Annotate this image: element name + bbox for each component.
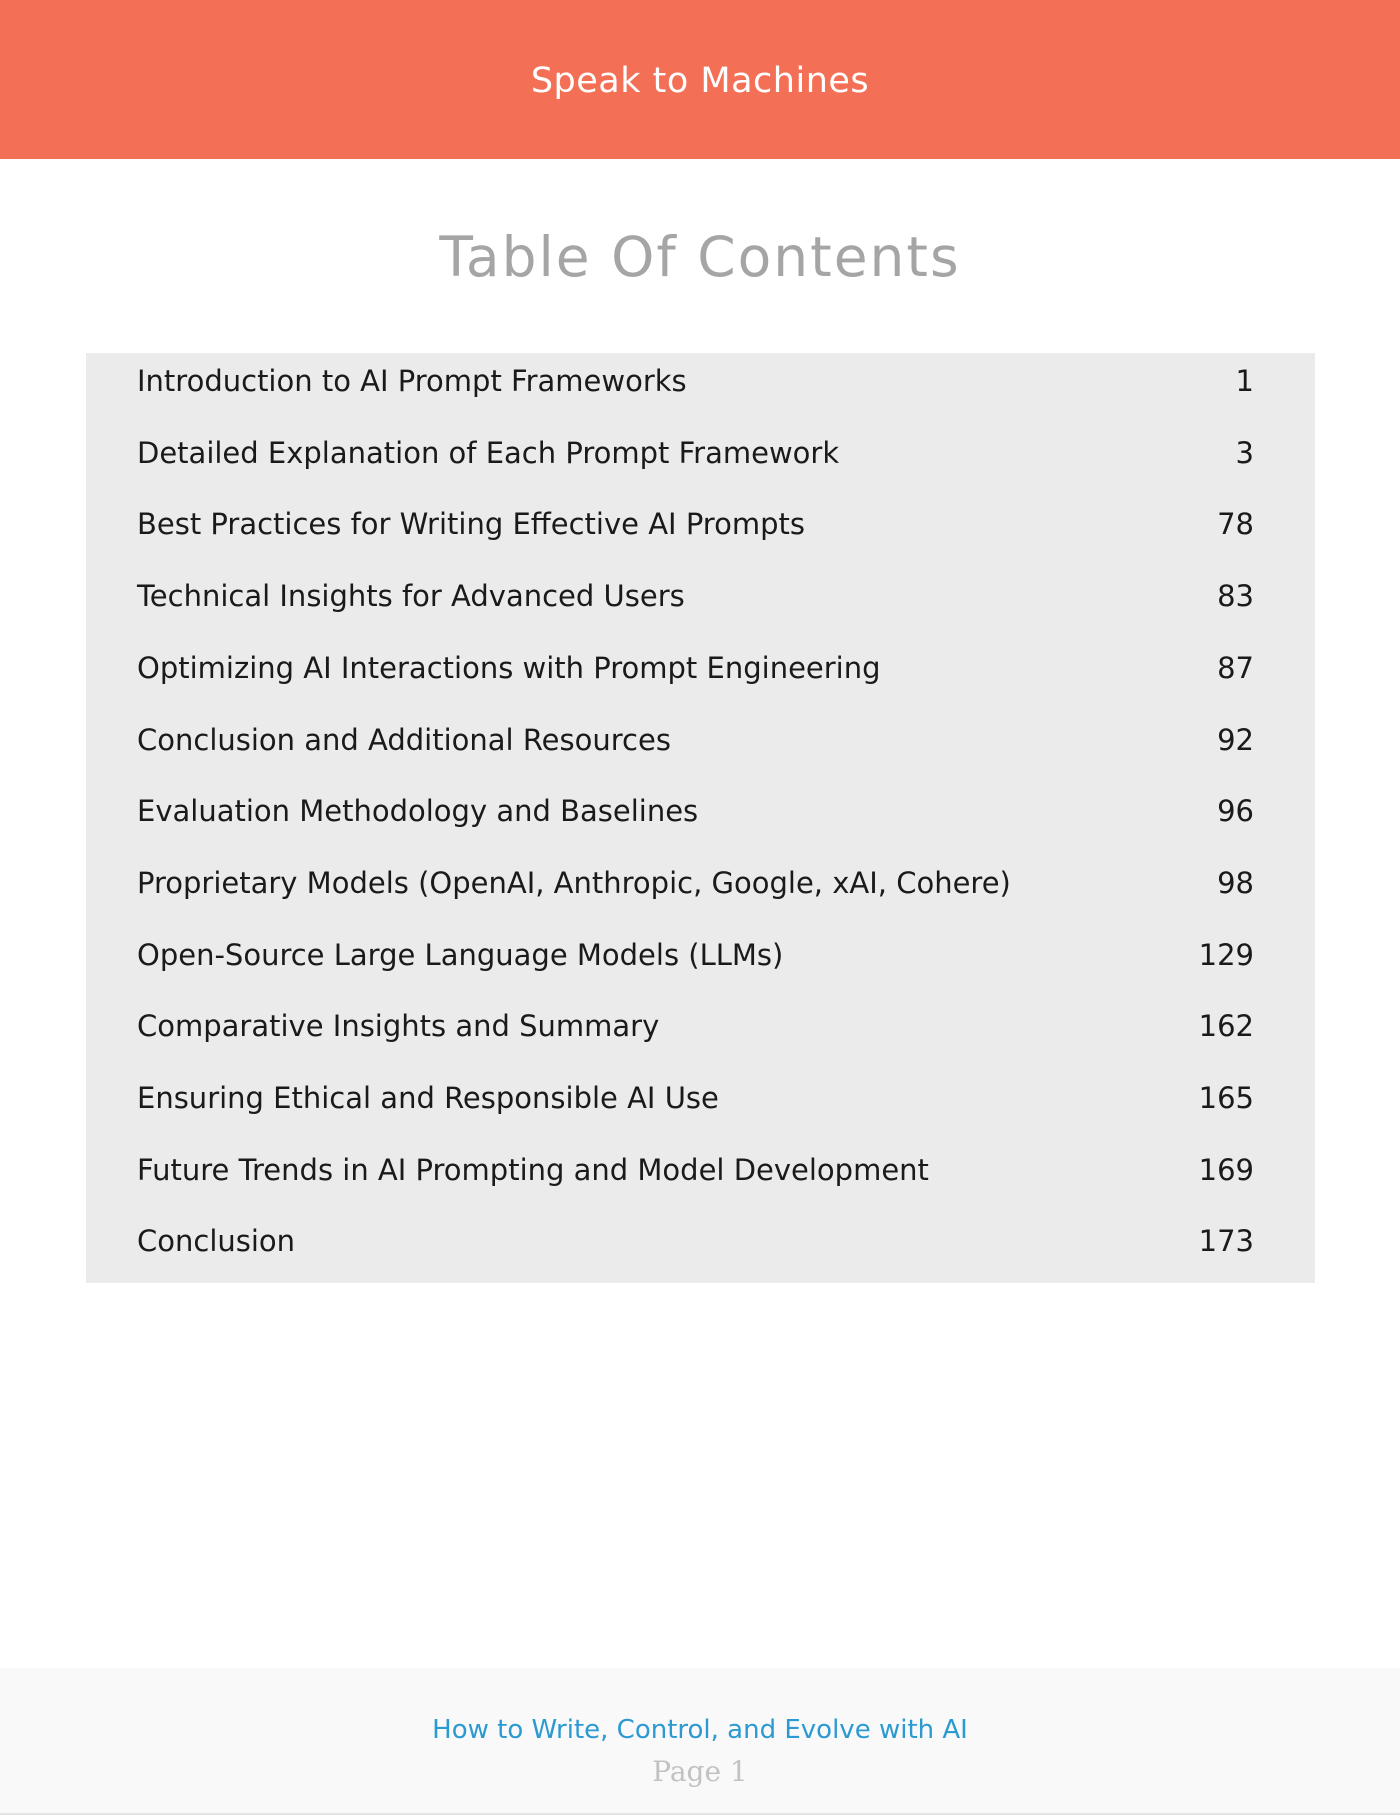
toc-entry-page: 129 bbox=[1198, 938, 1254, 972]
toc-entry-page: 92 bbox=[1217, 723, 1254, 757]
toc-entry[interactable] bbox=[137, 643, 1254, 693]
toc-entry-label: Future Trends in AI Prompting and Model Development bbox=[137, 1153, 929, 1187]
toc-entry[interactable] bbox=[137, 428, 1254, 478]
toc-entry[interactable] bbox=[137, 1145, 1254, 1195]
toc-entry-page: 3 bbox=[1235, 436, 1254, 470]
toc-entry-page: 96 bbox=[1217, 794, 1254, 828]
page-number: Page 1 bbox=[652, 1755, 748, 1788]
toc-entry[interactable] bbox=[137, 858, 1254, 908]
toc-entry[interactable] bbox=[137, 715, 1254, 765]
toc-entry-label: Ensuring Ethical and Responsible AI Use bbox=[137, 1081, 719, 1115]
toc-entry[interactable] bbox=[137, 499, 1254, 549]
toc-entry-label: Optimizing AI Interactions with Prompt Engineering bbox=[137, 651, 881, 685]
footer-subtitle: How to Write, Control, and Evolve with AI bbox=[432, 1715, 968, 1745]
toc-entry-label: Best Practices for Writing Effective AI Prompts bbox=[137, 507, 805, 541]
toc-entry-label: Introduction to AI Prompt Frameworks bbox=[137, 364, 687, 398]
toc-entry-label: Technical Insights for Advanced Users bbox=[137, 579, 685, 613]
toc-entry-page: 83 bbox=[1217, 579, 1254, 613]
toc-entry-page: 162 bbox=[1198, 1009, 1254, 1043]
toc-entry[interactable] bbox=[137, 786, 1254, 836]
toc-entry-label: Proprietary Models (OpenAI, Anthropic, Google, xAI, Cohere) bbox=[137, 866, 1011, 900]
toc-entry[interactable] bbox=[137, 1001, 1254, 1051]
toc-entry[interactable] bbox=[137, 1073, 1254, 1123]
toc-entry-page: 78 bbox=[1217, 507, 1254, 541]
toc-entry-label: Open-Source Large Language Models (LLMs) bbox=[137, 938, 784, 972]
toc-entry-page: 169 bbox=[1198, 1153, 1254, 1187]
toc-entry[interactable] bbox=[137, 1216, 1254, 1266]
toc-entry[interactable] bbox=[137, 356, 1254, 406]
toc-entry-label: Detailed Explanation of Each Prompt Framework bbox=[137, 436, 840, 470]
toc-entry-label: Conclusion bbox=[137, 1224, 296, 1258]
toc-entry-page: 98 bbox=[1217, 866, 1254, 900]
page-footer bbox=[0, 1668, 1400, 1815]
toc-entry[interactable] bbox=[137, 930, 1254, 980]
toc-heading: Table Of Contents bbox=[439, 225, 961, 289]
toc-entry-page: 1 bbox=[1235, 364, 1254, 398]
toc-entry-label: Conclusion and Additional Resources bbox=[137, 723, 671, 757]
toc-entry-page: 173 bbox=[1198, 1224, 1254, 1258]
toc-list bbox=[86, 353, 1315, 1283]
header-banner bbox=[0, 0, 1400, 159]
document-title: Speak to Machines bbox=[530, 60, 870, 101]
toc-entry[interactable] bbox=[137, 571, 1254, 621]
toc-entry-page: 165 bbox=[1198, 1081, 1254, 1115]
toc-entry-page: 87 bbox=[1217, 651, 1254, 685]
toc-entry-label: Comparative Insights and Summary bbox=[137, 1009, 660, 1043]
toc-entry-label: Evaluation Methodology and Baselines bbox=[137, 794, 699, 828]
